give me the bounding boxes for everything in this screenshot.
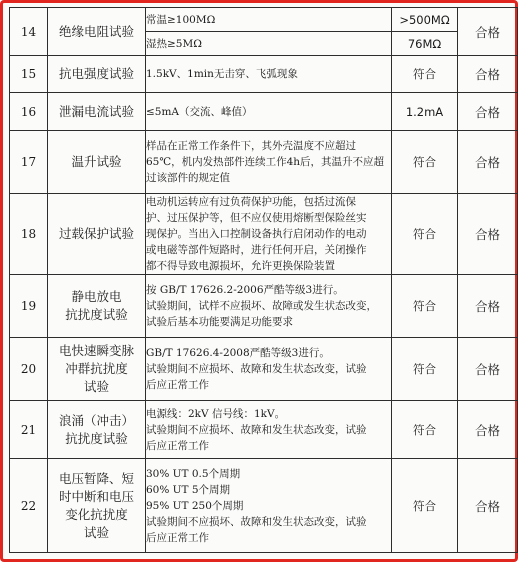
test-result: 符合 <box>392 131 458 194</box>
requirement: 按 GB/T 17626.2-2006严酷等级3进行。 试验期间，试样不应损坏、故障或发生状态改变， 试验后基本功能要满足功能要求 <box>146 275 392 338</box>
test-result: 符合 <box>392 194 458 275</box>
test-result: 符合 <box>392 338 458 401</box>
row-number: 17 <box>10 131 48 194</box>
test-item: 过载保护试验 <box>48 194 146 275</box>
row-number: 16 <box>10 93 48 131</box>
row-number: 22 <box>10 459 48 553</box>
test-item: 电压暂降、短 时中断和电压 变化抗扰度 试验 <box>48 459 146 553</box>
test-result: 符合 <box>392 401 458 459</box>
requirement: 电动机运转应有过负荷保护功能，包括过流保 护、过压保护等，但不应仅使用熔断型保险丝实 现保护。当出入口控制设备执行启闭动作的电动 或电磁等部件短路时，进行任何开启，关闭操作 都不得导致电源损坏，允许更换保险装置 <box>146 194 392 275</box>
table-row <box>10 194 518 275</box>
requirement: 30% UT 0.5个周期 60% UT 5个周期 95% UT 250个周期 试验期间不应损坏、故障和发生状态改变，试验 后应正常工作 <box>146 459 392 553</box>
row-number: 19 <box>10 275 48 338</box>
test-item: 抗电强度试验 <box>48 56 146 93</box>
test-result: 76MΩ <box>392 32 458 56</box>
requirement: 1.5kV、1min无击穿、飞弧现象 <box>146 56 392 93</box>
test-result: 符合 <box>392 56 458 93</box>
test-item: 泄漏电流试验 <box>48 93 146 131</box>
requirement: 湿热≥5MΩ <box>146 32 392 56</box>
table-row <box>10 401 518 459</box>
table-row <box>10 459 518 553</box>
row-number: 21 <box>10 401 48 459</box>
requirement: 样品在正常工作条件下，其外壳温度不应超过 65℃，机内发热部件连续工作4h后，其温升不应超 过该部件的规定值 <box>146 131 392 194</box>
test-item: 电快速瞬变脉 冲群抗扰度 试验 <box>48 338 146 401</box>
test-result: 符合 <box>392 275 458 338</box>
row-number: 14 <box>10 8 48 56</box>
row-number: 18 <box>10 194 48 275</box>
test-result: 符合 <box>392 459 458 553</box>
table-row <box>10 131 518 194</box>
row-number: 15 <box>10 56 48 93</box>
test-item: 静电放电 抗扰度试验 <box>48 275 146 338</box>
test-item: 绝缘电阻试验 <box>48 8 146 56</box>
conclusion: 合格 <box>458 401 518 459</box>
conclusion: 合格 <box>458 56 518 93</box>
table-row <box>10 56 518 93</box>
table-row <box>10 338 518 401</box>
requirement: ≤5mA（交流、峰值） <box>146 93 392 131</box>
test-results-table <box>9 7 518 553</box>
test-result: >500MΩ <box>392 8 458 32</box>
requirement: 电源线：2kV 信号线：1kV。 试验期间不应损坏、故障和发生状态改变，试验 后应正常工作 <box>146 401 392 459</box>
conclusion: 合格 <box>458 131 518 194</box>
conclusion: 合格 <box>458 459 518 553</box>
conclusion: 合格 <box>458 194 518 275</box>
conclusion: 合格 <box>458 338 518 401</box>
row-number: 20 <box>10 338 48 401</box>
test-item: 温升试验 <box>48 131 146 194</box>
conclusion: 合格 <box>458 8 518 56</box>
table-row <box>10 275 518 338</box>
requirement: GB/T 17626.4-2008严酷等级3进行。 试验期间不应损坏、故障和发生状态改变，试验 后应正常工作 <box>146 338 392 401</box>
test-result: 1.2mA <box>392 93 458 131</box>
test-item: 浪涌（冲击） 抗扰度试验 <box>48 401 146 459</box>
conclusion: 合格 <box>458 93 518 131</box>
table-row <box>10 8 518 32</box>
table-row <box>10 93 518 131</box>
requirement: 常温≥100MΩ <box>146 8 392 32</box>
conclusion: 合格 <box>458 275 518 338</box>
